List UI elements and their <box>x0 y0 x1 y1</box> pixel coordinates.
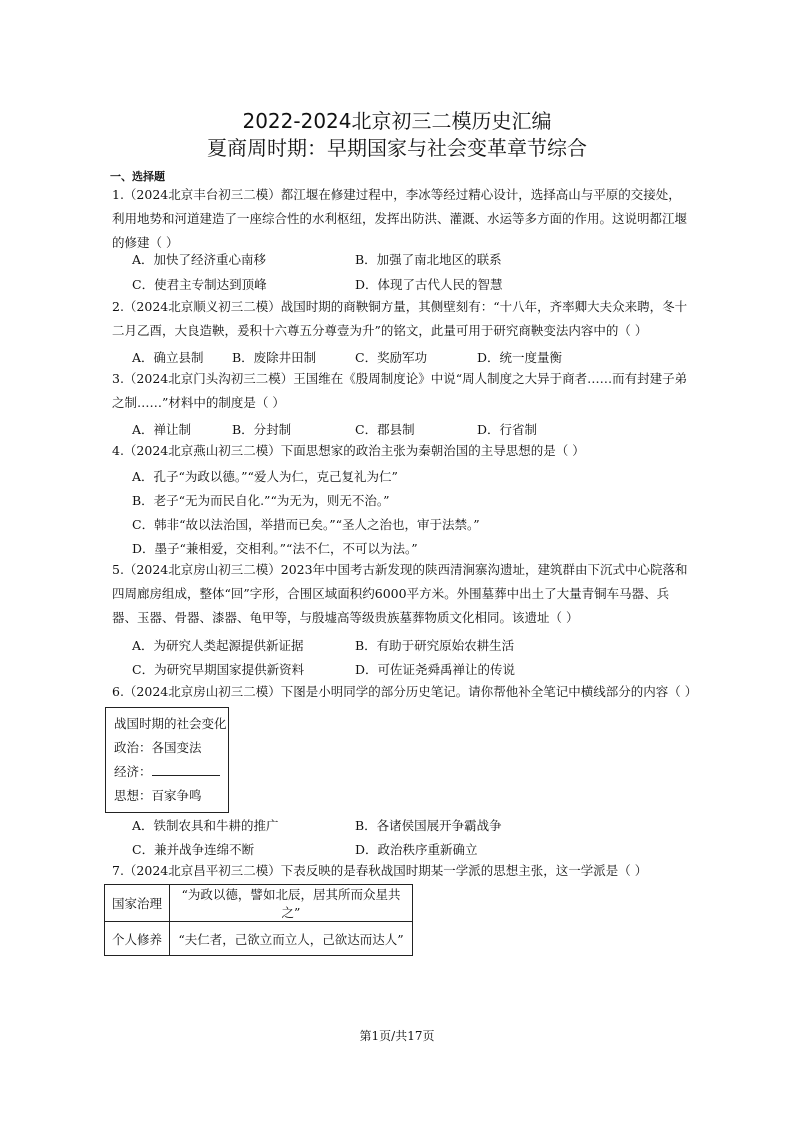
question-1-stem: 1.（2024北京丰台初三二模）都江堰在修建过程中，李冰等经过精心设计，选择高山与平原的交接处，利用地势和河道建造了一座综合性的水利枢纽，发挥出防洪、灌溉、水运等多方面的作用。这说明都江堰的修建（ ） <box>112 187 688 250</box>
question-1-option-a: A．加快了经济重心南移 <box>132 252 267 267</box>
question-7-table <box>104 884 413 956</box>
question-4-option-c: C．韩非“故以法治国，举措而已矣。”“圣人之治也，审于法禁。” <box>132 517 480 532</box>
question-2-option-b: B．废除井田制 <box>232 350 317 365</box>
note-line-thought: 思想：百家争鸣 <box>114 788 202 803</box>
table-cell: “夫仁者，己欲立而立人，己欲达而达人” <box>170 922 413 956</box>
question-5-option-d: D．可佐证尧舜禹禅让的传说 <box>355 662 516 677</box>
question-5-option-b: B．有助于研究原始农耕生活 <box>355 638 515 653</box>
question-6-option-d: D．政治秩序重新确立 <box>355 842 478 857</box>
note-blank-line <box>152 763 220 776</box>
question-3-stem: 3.（2024北京门头沟初三二模）王国维在《殷周制度论》中说“周人制度之大异于商者……而有封建子弟之制……”材料中的制度是（ ） <box>112 371 688 410</box>
history-note-box <box>105 707 229 813</box>
table-cell: 国家治理 <box>105 885 170 922</box>
question-2-option-d: D．统一度量衡 <box>477 350 563 365</box>
question-6-option-b: B．各诸侯国展开争霸战争 <box>355 818 502 833</box>
question-5-option-a: A．为研究人类起源提供新证据 <box>132 638 304 653</box>
table-row <box>105 885 413 922</box>
section-heading: 一、选择题 <box>110 170 165 183</box>
question-3-option-a: A．禅让制 <box>132 422 192 437</box>
question-5-option-c: C．为研究早期国家提供新资料 <box>132 662 305 677</box>
question-2-option-c: C．奖励军功 <box>355 350 428 365</box>
page-subtitle: 夏商周时期：早期国家与社会变革章节综合 <box>207 136 587 160</box>
question-1-option-b: B．加强了南北地区的联系 <box>355 252 502 267</box>
question-1-option-d: D．体现了古代人民的智慧 <box>355 277 503 292</box>
table-row <box>105 922 413 956</box>
question-6-option-a: A．铁制农具和牛耕的推广 <box>132 818 279 833</box>
question-4-option-b: B．老子“无为而民自化.”“为无为，则无不治。” <box>132 493 390 508</box>
question-6-stem: 6.（2024北京房山初三二模）下图是小明同学的部分历史笔记。请你帮他补全笔记中横线部分的内容（ ） <box>112 684 698 699</box>
question-4-option-a: A．孔子“为政以德。”“爱人为仁，克己复礼为仁” <box>132 469 398 484</box>
note-line-title: 战国时期的社会变化 <box>114 716 227 731</box>
question-3-option-b: B．分封制 <box>232 422 292 437</box>
page-footer: 第1页/共17页 <box>359 1029 435 1043</box>
question-2-option-a: A．确立县制 <box>132 350 204 365</box>
question-3-option-c: C．郡县制 <box>355 422 415 437</box>
question-7-stem: 7.（2024北京昌平初三二模）下表反映的是春秋战国时期某一学派的思想主张，这一学派是（ ） <box>112 863 648 878</box>
table-cell: 个人修养 <box>105 922 170 956</box>
note-line-economy-label: 经济： <box>114 764 152 779</box>
note-line-economy <box>114 762 220 780</box>
table-cell: “为政以德，譬如北辰，居其所而众星共之” <box>170 885 413 922</box>
question-2-stem: 2.（2024北京顺义初三二模）战国时期的商鞅铜方量，其侧壁刻有：“十八年，齐率卿大夫众来聘，冬十二月乙酉，大良造鞅，爰积十六尊五分尊壹为升”的铭文，此量可用于研究商鞅变法内容中的（ ） <box>112 299 688 338</box>
question-4-option-d: D．墨子“兼相爱，交相利。”“法不仁，不可以为法。” <box>132 541 418 556</box>
note-line-politics: 政治：各国变法 <box>114 740 202 755</box>
question-4-stem: 4.（2024北京燕山初三二模）下面思想家的政治主张为秦朝治国的主导思想的是（ ） <box>112 443 585 458</box>
question-3-option-d: D．行省制 <box>477 422 538 437</box>
question-5-stem: 5.（2024北京房山初三二模）2023年中国考古新发现的陕西清涧寨沟遗址，建筑群由下沉式中心院落和四周廊房组成，整体“回”字形，合围区域面积约6000平方米。外围墓葬中出土了大量青铜车马器、兵器、玉器、骨器、漆器、龟甲等，与殷墟高等级贵族墓葬物质文化相同。该遗址（ ） <box>112 562 688 625</box>
page-title: 2022-2024北京初三二模历史汇编 <box>242 109 552 133</box>
question-1-option-c: C．使君主专制达到顶峰 <box>132 277 267 292</box>
question-6-option-c: C．兼并战争连绵不断 <box>132 842 255 857</box>
